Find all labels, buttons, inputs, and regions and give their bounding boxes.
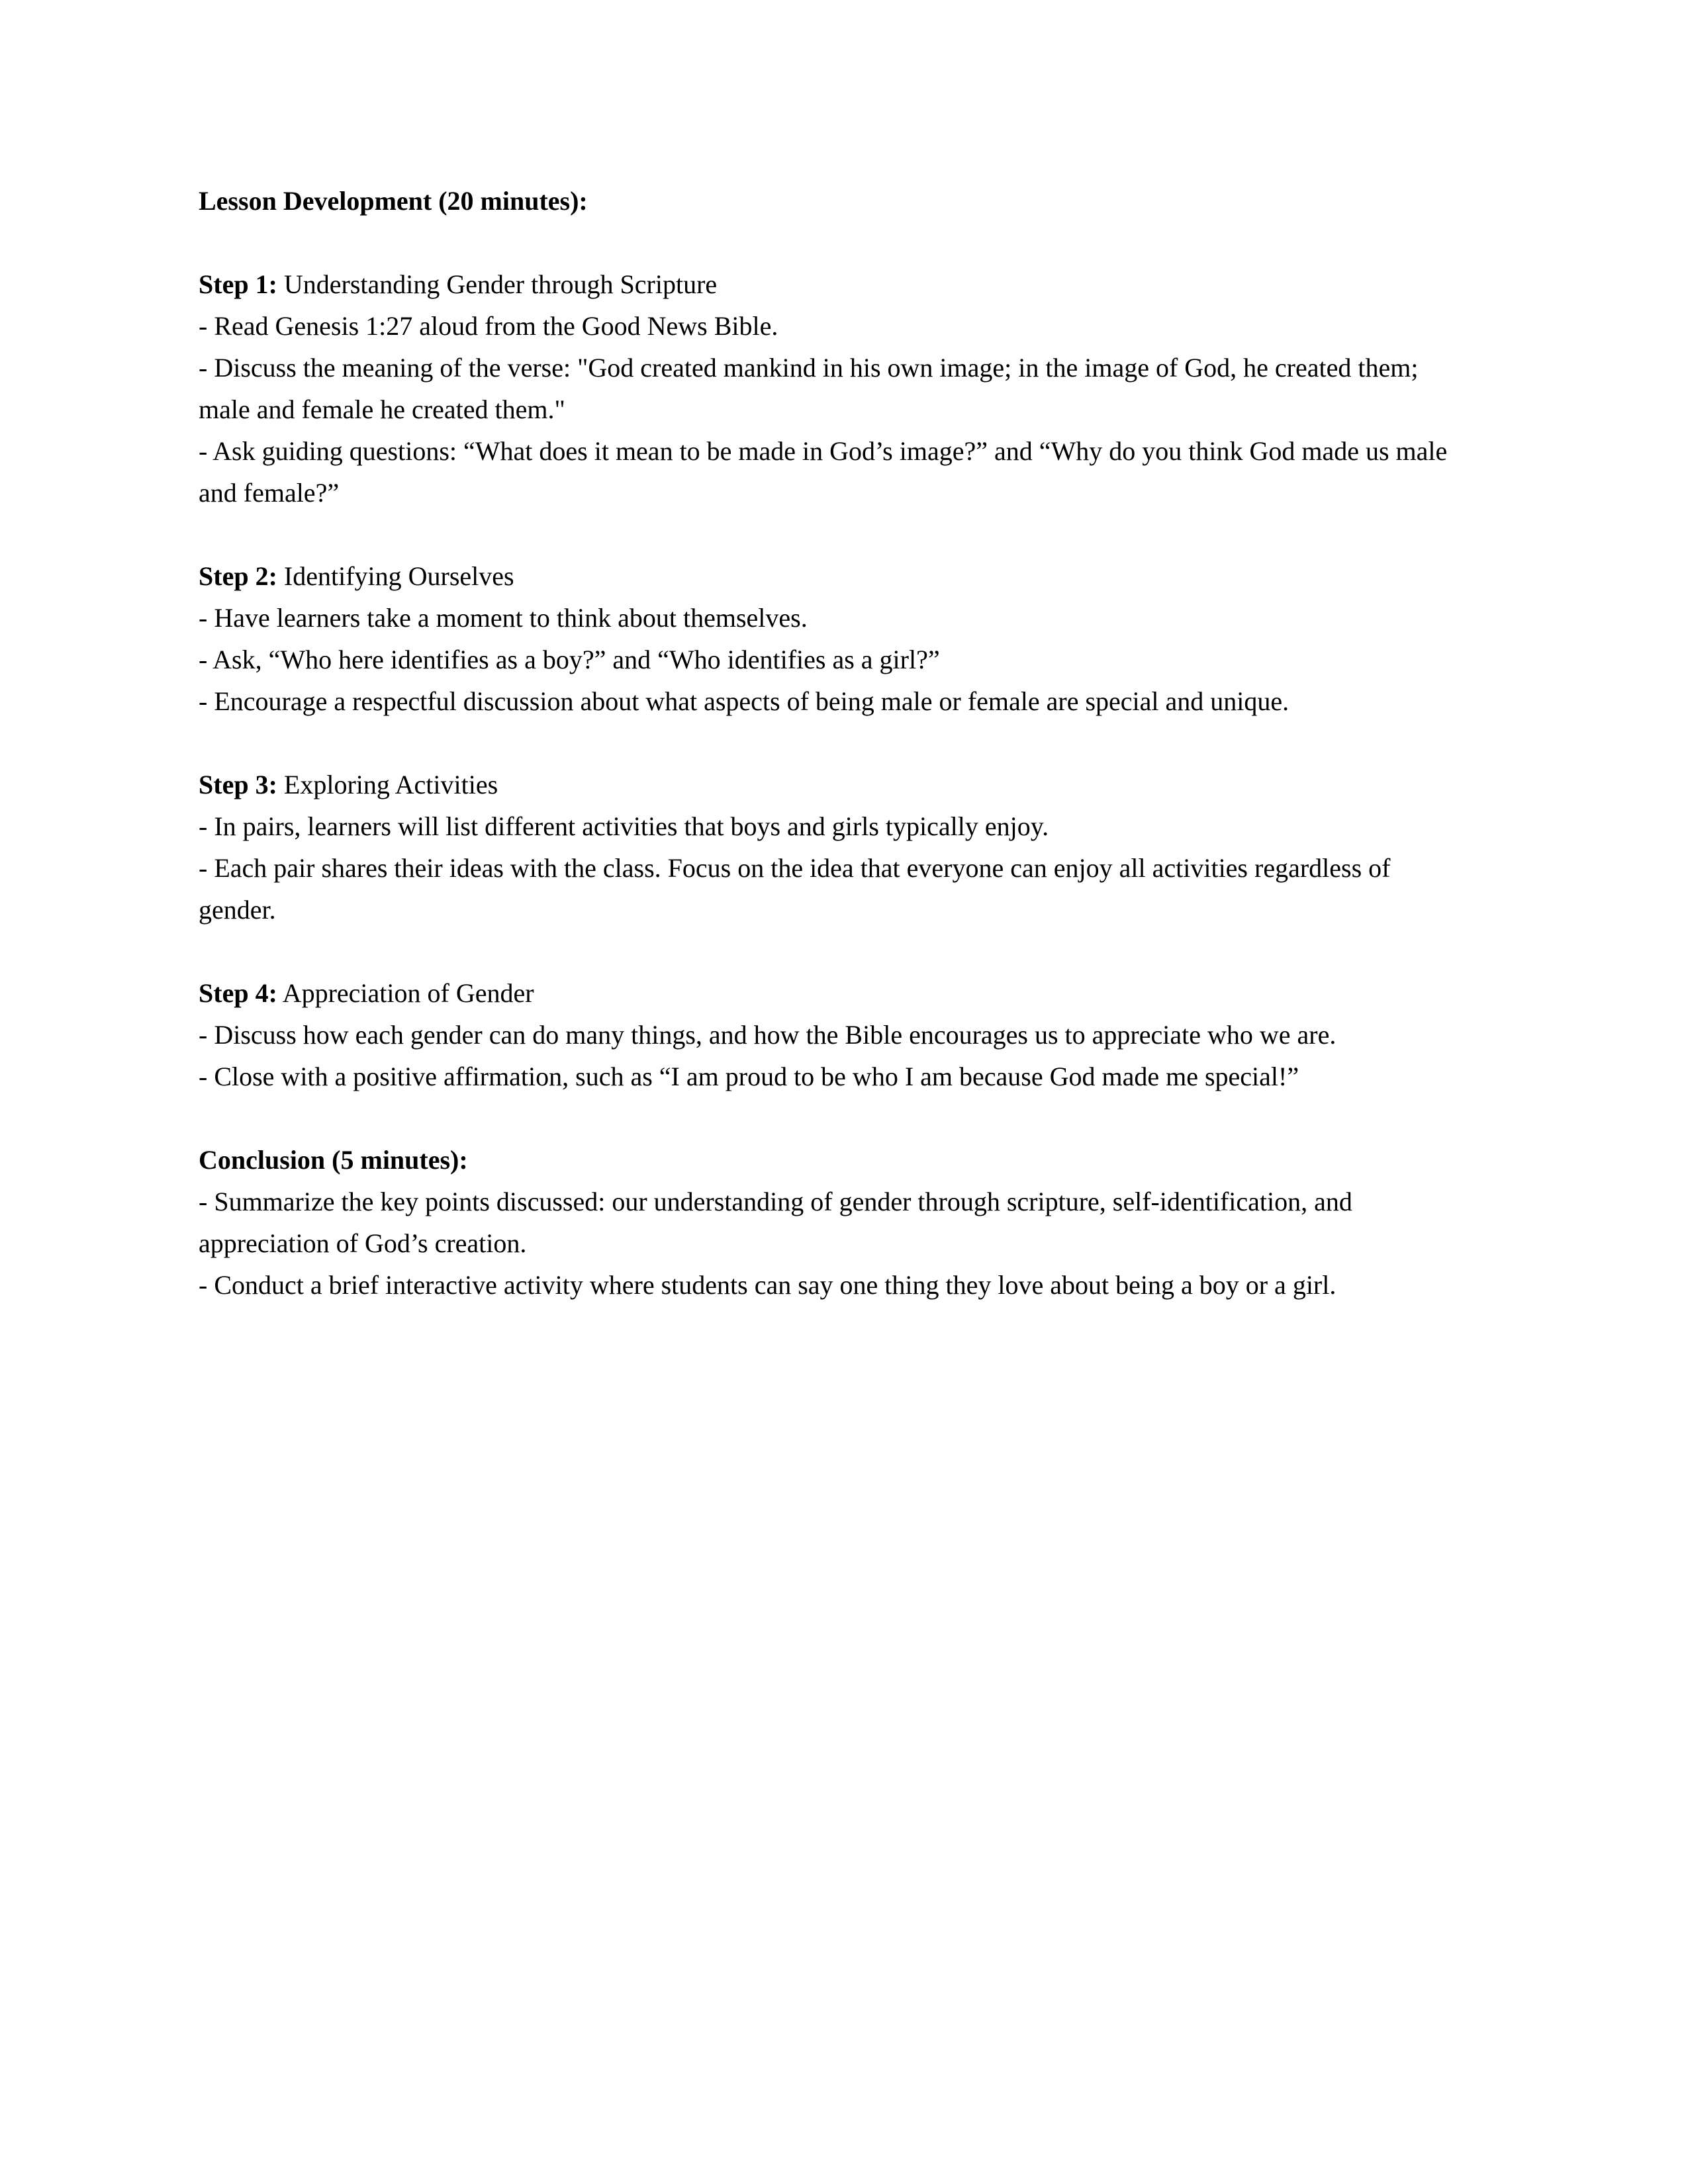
document-body <box>199 180 1450 1306</box>
spacer <box>199 722 1450 764</box>
spacer <box>199 222 1450 263</box>
section-line: - Read Genesis 1:27 aloud from the Good News Bible. <box>199 311 778 341</box>
section-line: - Have learners take a moment to think about themselves. <box>199 603 808 633</box>
section-line: - Encourage a respectful discussion about what aspects of being male or female are special and unique. <box>199 686 1289 716</box>
section-heading-step-3 <box>199 764 1450 805</box>
section-heading-step-1 <box>199 263 1450 305</box>
section-line: - Ask, “Who here identifies as a boy?” and “Who identifies as a girl?” <box>199 645 940 674</box>
section-heading-step-2 <box>199 555 1450 597</box>
spacer <box>199 514 1450 555</box>
step-label-4: Step 4: <box>199 978 277 1008</box>
section-line: - Each pair shares their ideas with the class. Focus on the idea that everyone can enjoy all activities regardless of gender. <box>199 853 1391 925</box>
step-title-3: Exploring Activities <box>277 770 498 799</box>
section-line: - Discuss how each gender can do many things, and how the Bible encourages us to appreciate who we are. <box>199 1020 1336 1050</box>
section-line: - Close with a positive affirmation, such as “I am proud to be who I am because God made me special!” <box>199 1062 1299 1091</box>
spacer <box>199 1097 1450 1139</box>
step-label-3: Step 3: <box>199 770 277 799</box>
section-line: - Discuss the meaning of the verse: "God created mankind in his own image; in the image of God, he created them; male and female he created them." <box>199 353 1419 424</box>
step-title-4: Appreciation of Gender <box>277 978 534 1008</box>
step-title-1: Understanding Gender through Scripture <box>277 269 718 299</box>
conclusion-line: - Conduct a brief interactive activity where students can say one thing they love about being a boy or a girl. <box>199 1270 1336 1300</box>
step-label-1: Step 1: <box>199 269 277 299</box>
step-title-2: Identifying Ourselves <box>277 561 514 591</box>
conclusion-line: - Summarize the key points discussed: our understanding of gender through scripture, self-identification, and appreciation of God’s creation. <box>199 1187 1352 1258</box>
conclusion-heading: Conclusion (5 minutes): <box>199 1145 468 1175</box>
page-title: Lesson Development (20 minutes): <box>199 186 588 216</box>
section-line: - In pairs, learners will list different activities that boys and girls typically enjoy. <box>199 811 1049 841</box>
step-label-2: Step 2: <box>199 561 277 591</box>
section-heading-step-4 <box>199 972 1450 1014</box>
spacer <box>199 931 1450 972</box>
section-line: - Ask guiding questions: “What does it mean to be made in God’s image?” and “Why do you think God made us male and female?” <box>199 436 1448 508</box>
